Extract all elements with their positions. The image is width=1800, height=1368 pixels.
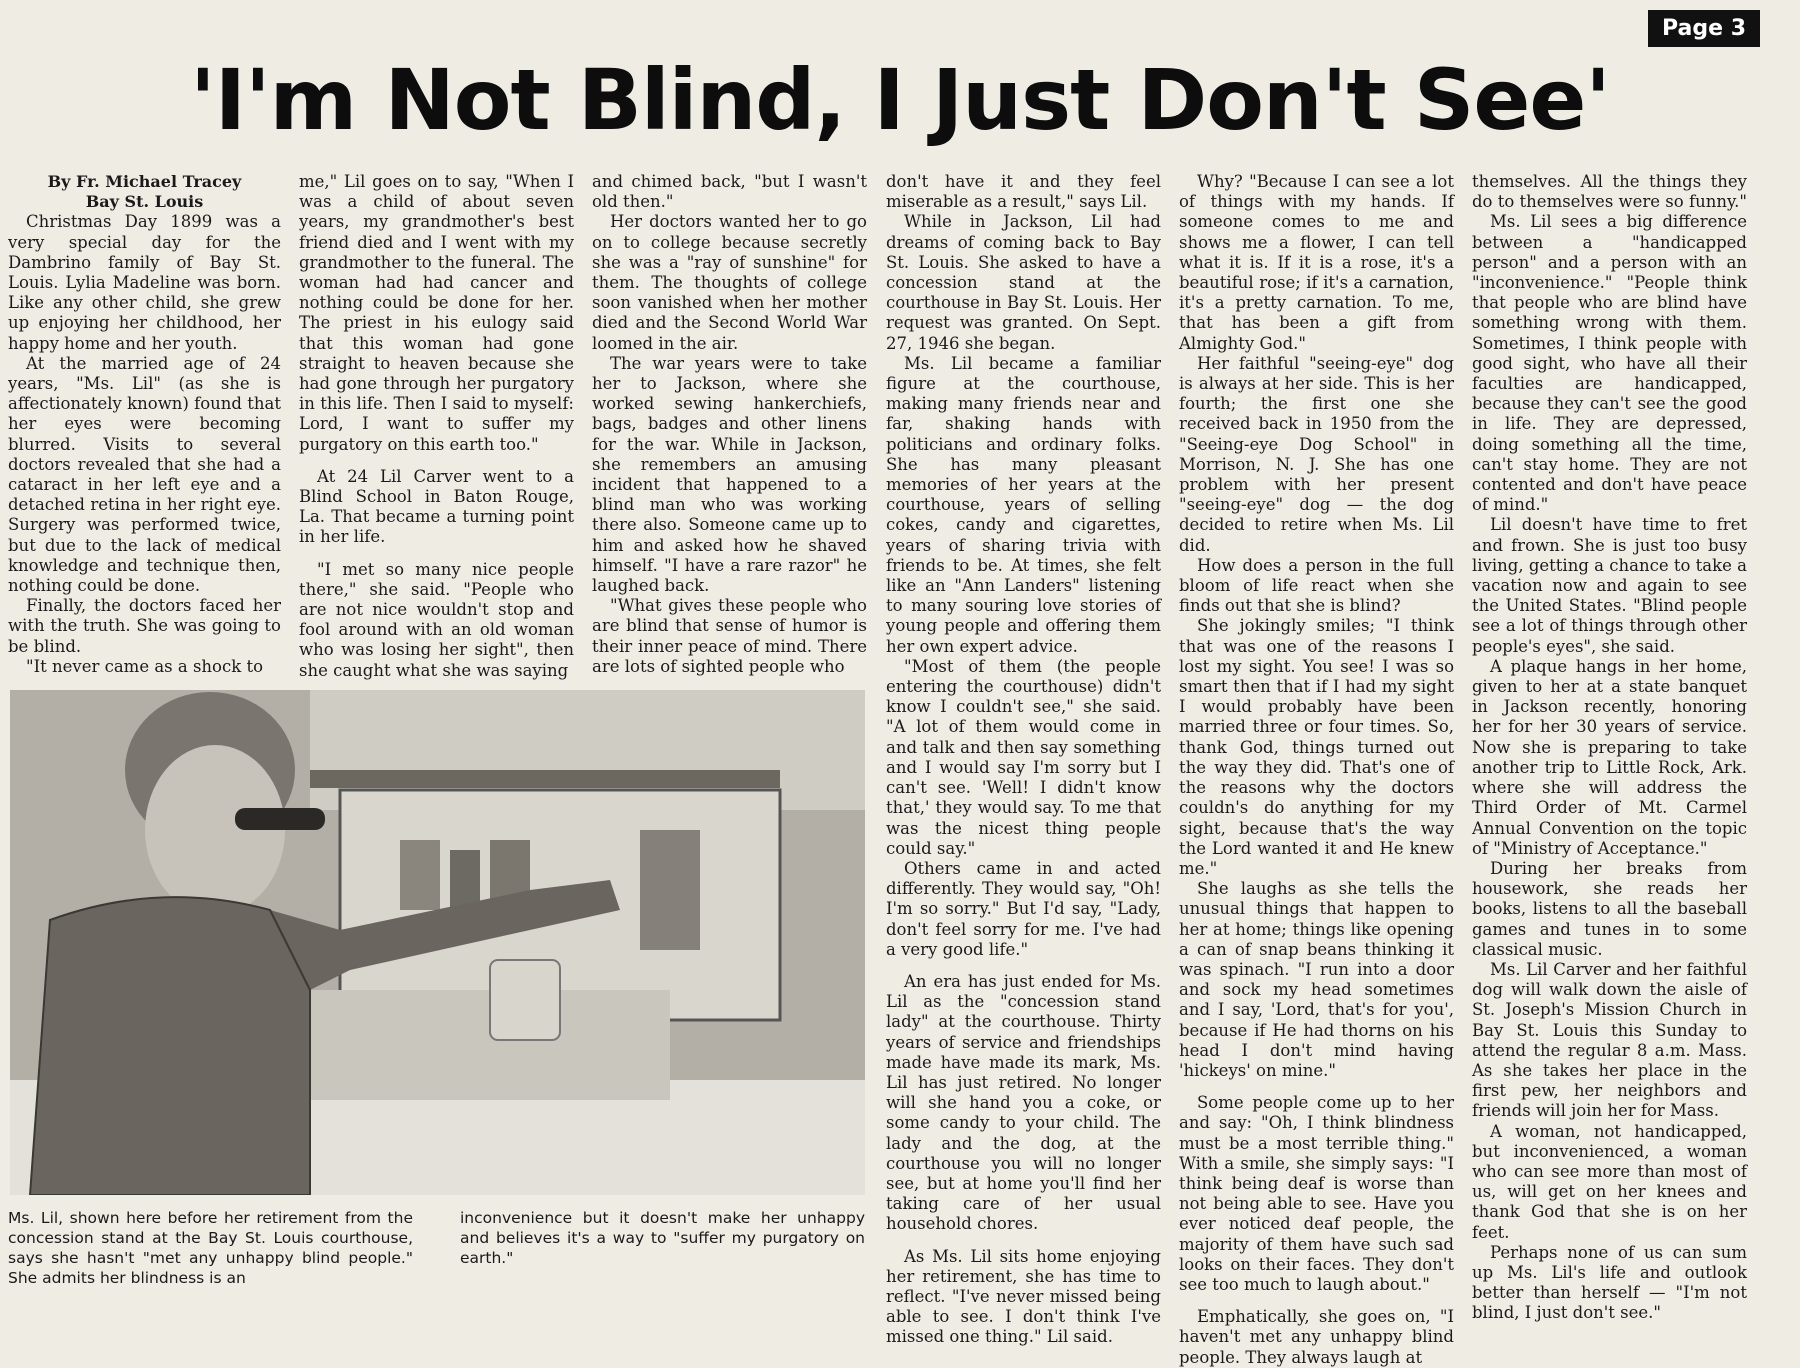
paragraph: She laughs as she tells the unusual things that happen to her at home; things like opening a can of snap beans thinking it was spinach. "I run into a door and sock my head sometimes and I say, 'Lord, that's for you', because if He had thorns on his head I don't mind having 'hickeys' on mine." [1179,879,1454,1080]
paragraph: At 24 Lil Carver went to a Blind School in Baton Rouge, La. That became a turning point in her life. [299,466,574,547]
paragraph: "Most of them (the people entering the courthouse) didn't know I couldn't see," she said. "A lot of them would come in and talk and then say something and I would say I'm sorry but I can't see. 'Well! I didn't know that,' they would say. To me that was the nicest thing people could say." [886,656,1161,858]
paragraph: At the married age of 24 years, "Ms. Lil" (as she is affectionately known) found that her eyes were becoming blurred. Visits to several doctors revealed that she had a cataract in her left eye and a detached retina in her right eye. Surgery was performed twice, but due to the lack of medical knowledge and technique then, nothing could be done. [8,353,281,596]
article-column-3 [592,172,867,677]
paragraph: Why? "Because I can see a lot of things with my hands. If someone comes to me and shows me a flower, I can tell what it is. If it is a rose, it's a beautiful rose; if it's a carnation, it's a pretty carnation. To me, that has been a gift from Almighty God." [1179,172,1454,353]
photo-illustration [10,690,865,1195]
paragraph: "It never came as a shock to [26,656,264,676]
paragraph: As Ms. Lil sits home enjoying her retirement, she has time to reflect. "I've never missed being able to see. I don't think I've missed one thing." Lil said. [886,1246,1161,1347]
paragraph: me," Lil goes on to say, "When I was a child of about seven years, my grandmother's best friend died and I went with my grandmother to the funeral. The woman had had cancer and nothing could be done for her. The priest in his eulogy said that this woman had gone straight to heaven because she had gone through her purgatory in this life. Then I said to myself: Lord, I want to suffer my purgatory on this earth too." [299,172,574,454]
article-column-6 [1472,172,1747,1324]
headline: 'I'm Not Blind, I Just Don't See' [189,51,1611,149]
paragraph: Ms. Lil Carver and her faithful dog will walk down the aisle of St. Joseph's Mission Church in Bay St. Louis this Sunday to attend the regular 8 a.m. Mass. As she takes her place in the first pew, her neighbors and friends will join her for Mass. [1472,959,1747,1121]
article-column-1 [8,172,281,677]
paragraph: Ms. Lil became a familiar figure at the courthouse, making many friends near and far, shaking hands with politicians and ordinary folks. She has many pleasant memories of her years at the courthouse, years of selling cokes, candy and cigarettes, years of sharing trivia with friends to be. At times, she felt like an "Ann Landers" listening to many souring love stories of young people and offering them her own expert advice. [886,353,1161,656]
paragraph: Her doctors wanted her to go on to college because secretly she was a "ray of sunshine" for them. The thoughts of college soon vanished when her mother died and the Second World War loomed in the air. [592,212,867,353]
paragraph: Emphatically, she goes on, "I haven't met any unhappy blind people. They always laugh at [1179,1307,1454,1367]
paragraph: Perhaps none of us can sum up Ms. Lil's life and outlook better than herself — "I'm not blind, I just don't see." [1472,1242,1747,1323]
byline-location: Bay St. Louis [85,192,204,212]
paragraph: An era has just ended for Ms. Lil as the "concession stand lady" at the courthouse. Thirty years of service and friendships made have made its mark, Ms. Lil has just retired. No longer will she hand you a coke, or some candy to your child. The lady and the dog, at the courthouse you will no longer see, but at home you'll find her taking care of her usual household chores. [886,971,1161,1234]
paragraph: "I met so many nice people there," she said. "People who are not nice wouldn't stop and fool around with an old woman who was losing her sight", then she caught what she was saying [299,559,574,680]
paragraph: Finally, the doctors faced her with the truth. She was going to be blind. [8,596,281,656]
paragraph: Her faithful "seeing-eye" dog is always at her side. This is her fourth; the first one she received back in 1950 from the "Seeing-eye Dog School" in Morrison, N. J. She has one problem with her present "seeing-eye" dog — the dog decided to retire when Ms. Lil did. [1179,353,1454,555]
paragraph: "What gives these people who are blind that sense of humor is their inner peace of mind. There are lots of sighted people who [592,596,867,676]
paragraph: A woman, not handicapped, but inconvenienced, a woman who can see more than most of us, will get on her knees and thank God that she is on her feet. [1472,1121,1747,1242]
paragraph: Some people come up to her and say: "Oh, I think blindness must be a most terrible thing." With a smile, she simply says: "I think being deaf is worse than not being able to see. Have you ever noticed deaf people, the majority of them have such sad looks on their faces. They don't see too much to laugh about." [1179,1093,1454,1294]
paragraph: Christmas Day 1899 was a very special day for the Dambrino family of Bay St. Louis. Lylia Madeline was born. Like any other child, she grew up enjoying her childhood, her happy home and her youth. [8,212,281,353]
paragraph: How does a person in the full bloom of life react when she finds out that she is blind? [1179,555,1454,616]
paragraph: A plaque hangs in her home, given to her at a state banquet in Jackson recently, honoring her for her 30 years of service. Now she is preparing to take another trip to Little Rock, Ark. where she will address the Third Order of Mt. Carmel Annual Convention on the topic of "Ministry of Acceptance." [1472,656,1747,858]
photo-caption-right: inconvenience but it doesn't make her unhappy and believes it's a way to "suffer my purgatory on earth." [460,1209,865,1267]
paragraph: She jokingly smiles; "I think that was one of the reasons I lost my sight. You see! I was so smart then that if I had my sight I would probably have been married three or four times. So, thank God, things turned out the way they did. That's one of the reasons why the doctors couldn's do anything for my sight, because that's the way the Lord wanted it and He knew me." [1179,616,1454,878]
paragraph: Lil doesn't have time to fret and frown. She is just too busy living, getting a chance to take a vacation now and again to see the United States. "Blind people see a lot of things through other people's eyes", she said. [1472,515,1747,656]
byline-author: By Fr. Michael Tracey [47,172,242,191]
photo-caption-left: Ms. Lil, shown here before her retirement from the concession stand at the Bay St. Louis courthouse, says she hasn't "met any unhappy blind people." She admits her blindness is an [8,1209,413,1287]
article-column-5 [1179,172,1454,1368]
paragraph: and chimed back, "but I wasn't old then." [592,172,867,212]
paragraph: During her breaks from housework, she reads her books, listens to all the baseball games and tunes in to some classical music. [1472,858,1747,959]
page-number-badge: Page 3 [1648,10,1760,47]
paragraph: don't have it and they feel miserable as a result," says Lil. [886,172,1161,212]
paragraph: themselves. All the things they do to themselves were so funny." [1472,172,1747,212]
paragraph: The war years were to take her to Jackson, where she worked sewing hankerchiefs, bags, badges and other linens for the war. While in Jackson, she remembers an amusing incident that happened to a blind man who was working there also. Someone came up to him and asked how he shaved himself. "I have a rare razor" he laughed back. [592,353,867,596]
paragraph: Others came in and acted differently. They would say, "Oh! I'm so sorry." But I'd say, "Lady, don't feel sorry for me. I've had a very good life." [886,858,1161,959]
article-photo [10,690,865,1195]
paragraph: While in Jackson, Lil had dreams of coming back to Bay St. Louis. She asked to have a concession stand at the courthouse in Bay St. Louis. Her request was granted. On Sept. 27, 1946 she began. [886,212,1161,353]
article-column-2 [299,172,574,681]
article-column-4 [886,172,1161,1348]
paragraph: Ms. Lil sees a big difference between a "handicapped person" and a person with an "inconvenience." "People think that people who are blind have something wrong with them. Sometimes, I think people with good sight, who have all their faculties are handicapped, because they can't see the good in life. They are depressed, doing something all the time, can't stay home. They are not contented and don't have peace of mind." [1472,212,1747,515]
